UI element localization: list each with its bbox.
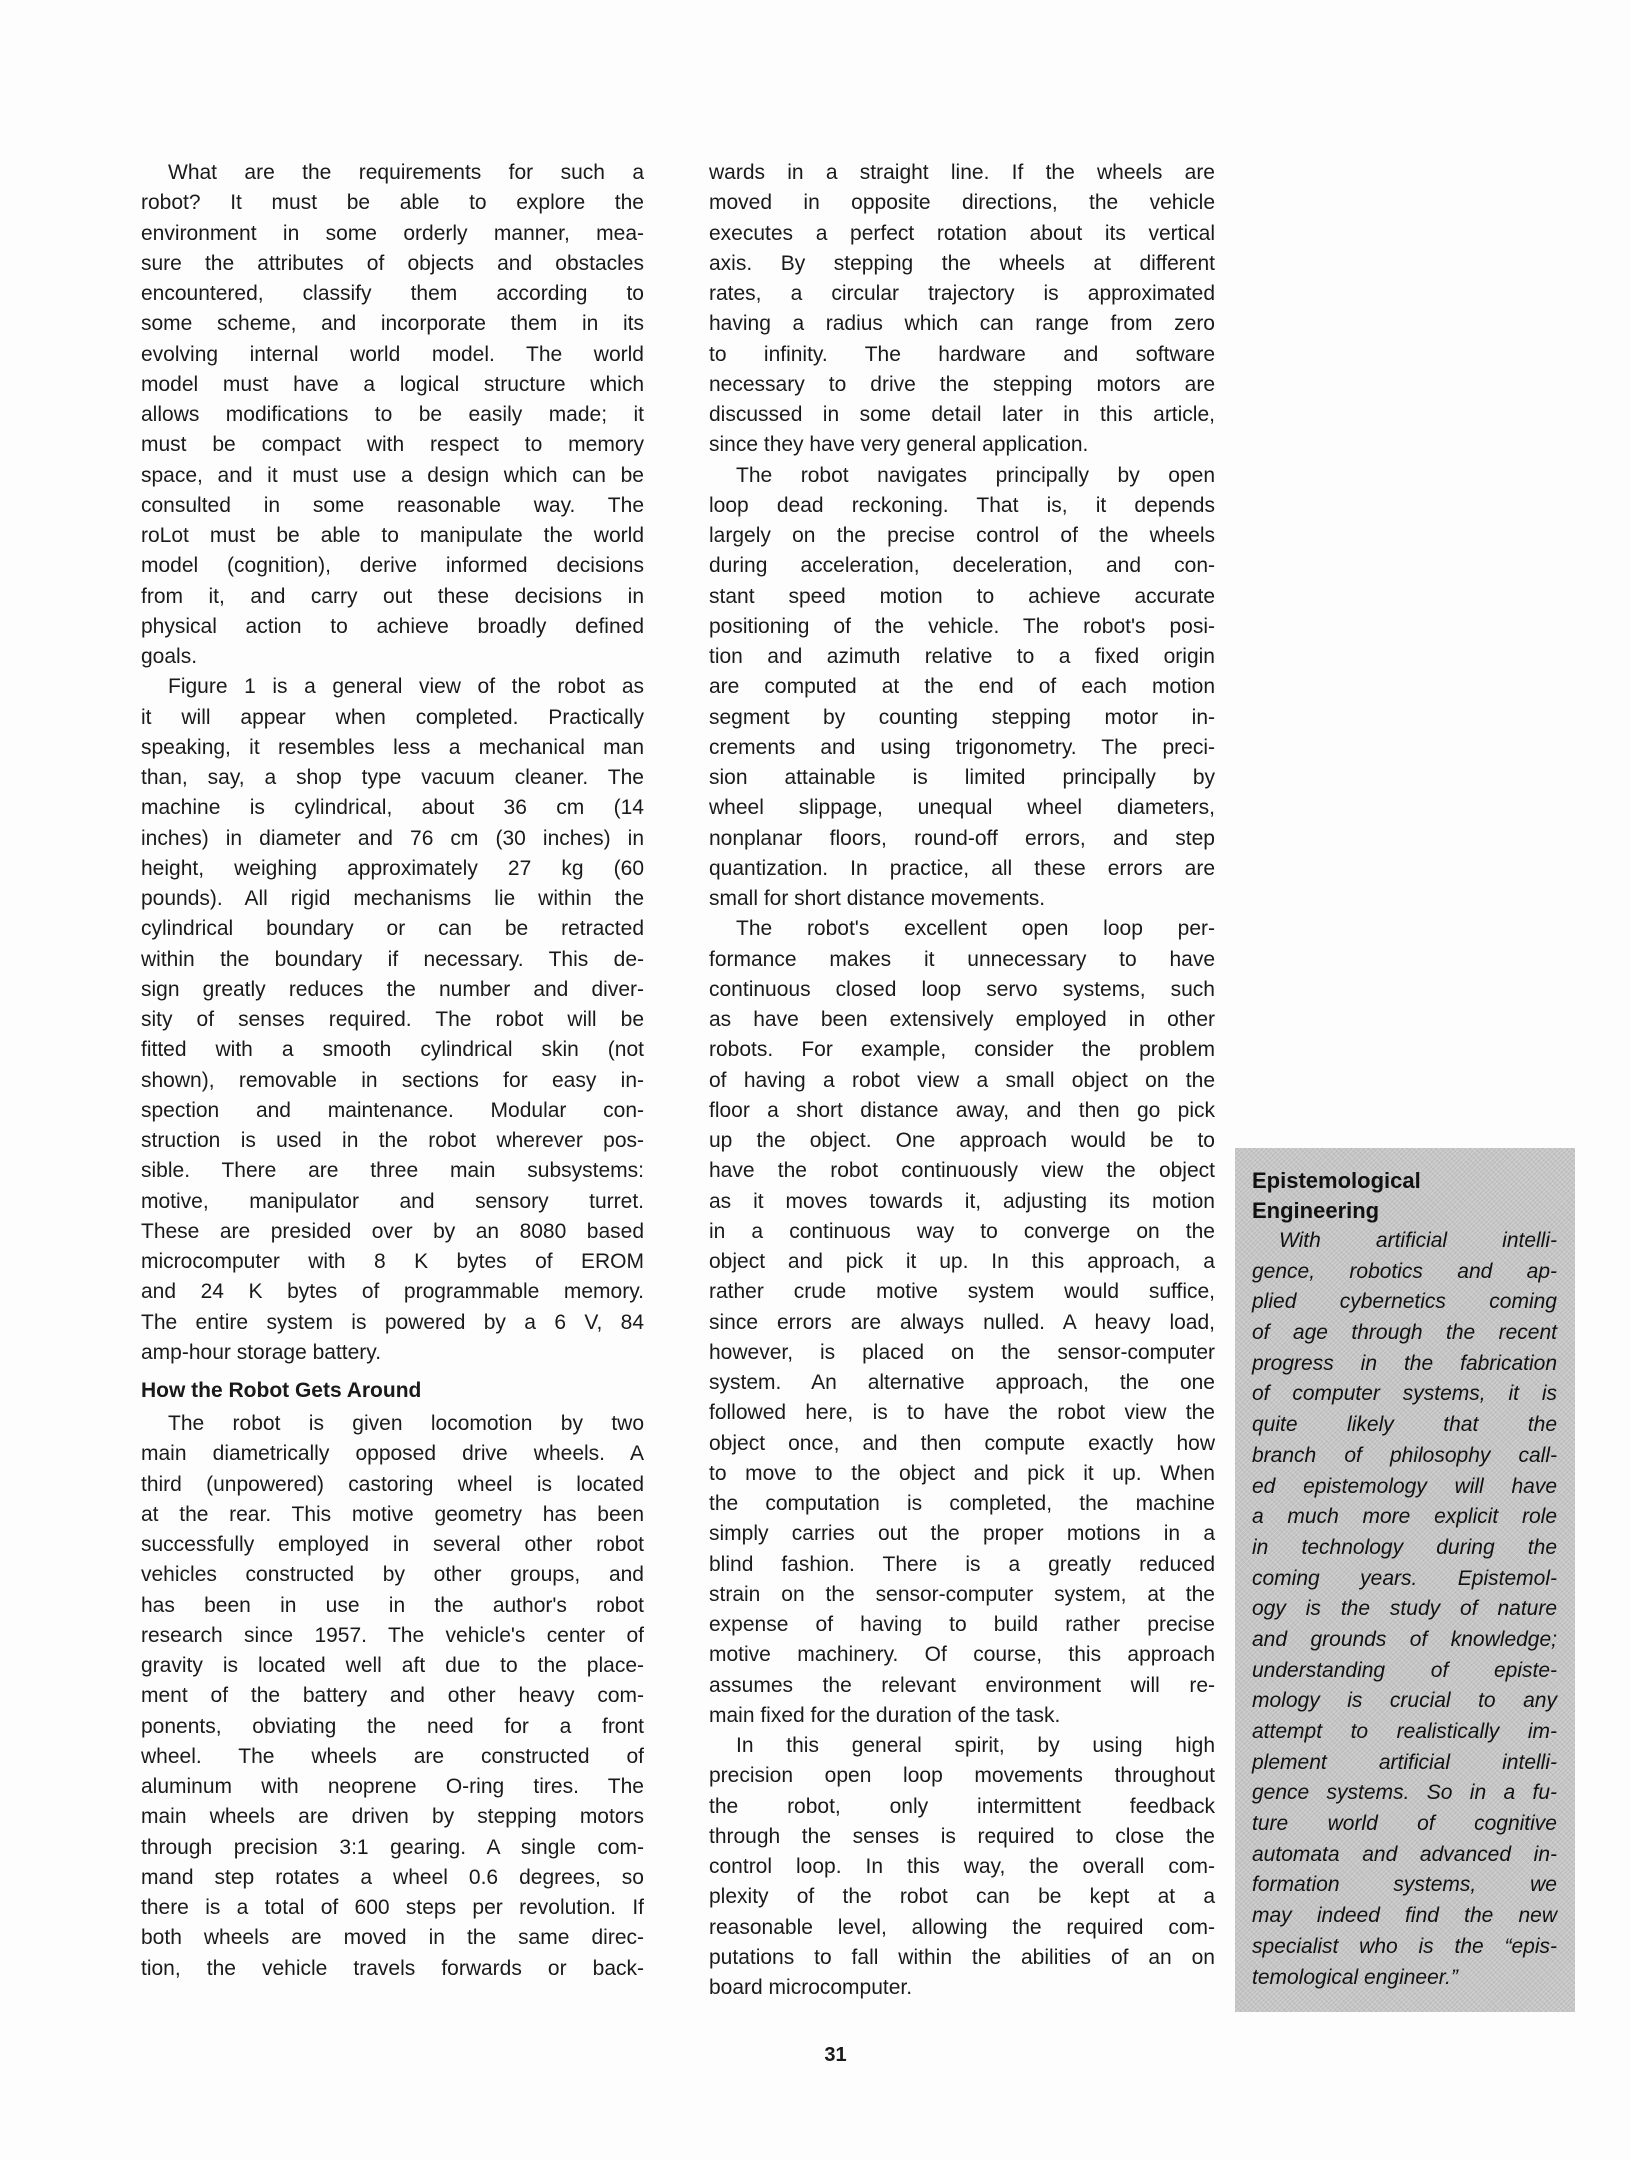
- text-line: object once, and then compute exactly how: [709, 1431, 1215, 1455]
- text-line: has been in use in the author's robot: [141, 1593, 644, 1617]
- text-line: model (cognition), derive informed decisions: [141, 554, 644, 578]
- text-line: struction is used in the robot wherever pos-: [141, 1129, 644, 1152]
- text-line: from it, and carry out these decisions in: [141, 584, 644, 608]
- text-line: blind fashion. There is a greatly reduced: [709, 1552, 1215, 1576]
- text-line: floor a short distance away, and then go pick: [709, 1098, 1215, 1122]
- text-line: environment in some orderly manner, mea-: [141, 221, 644, 245]
- sidebar-text-line: ed epistemology will have: [1252, 1474, 1557, 1498]
- text-line: formance makes it unnecessary to have: [709, 947, 1215, 971]
- text-line: model must have a logical structure which: [141, 372, 644, 396]
- text-line: up the object. One approach would be to: [709, 1129, 1215, 1152]
- text-line: motive, manipulator and sensory turret.: [141, 1189, 644, 1213]
- text-line: reasonable level, allowing the required com-: [709, 1915, 1215, 1939]
- text-line: microcomputer with 8 K bytes of EROM: [141, 1250, 644, 1273]
- paragraph: [709, 914, 1215, 1731]
- text-line: ponents, obviating the need for a front: [141, 1714, 644, 1738]
- text-line: gravity is located well aft due to the place-: [141, 1654, 644, 1677]
- text-line: have the robot continuously view the object: [709, 1159, 1215, 1183]
- text-line: must be compact with respect to memory: [141, 433, 644, 457]
- text-line: pounds). All rigid mechanisms lie within the: [141, 887, 644, 910]
- text-line: evolving internal world model. The world: [141, 342, 644, 366]
- sidebar-text-line: ture world of cognitive: [1252, 1812, 1557, 1836]
- text-line: machine is cylindrical, about 36 cm (14: [141, 796, 644, 820]
- text-line: plexity of the robot can be kept at a: [709, 1885, 1215, 1909]
- paragraph: [709, 158, 1215, 461]
- text-line: both wheels are moved in the same direc-: [141, 1926, 644, 1950]
- sidebar-text-line: understanding of episte-: [1252, 1658, 1557, 1682]
- sidebar-text-line: With artificial intelli-: [1279, 1229, 1557, 1252]
- text-line: since errors are always nulled. A heavy load,: [709, 1310, 1215, 1334]
- text-line: allows modifications to be easily made; it: [141, 403, 644, 426]
- text-line: inches) in diameter and 76 cm (30 inches) in: [141, 826, 644, 850]
- text-line: sion attainable is limited principally by: [709, 766, 1215, 789]
- text-line: segment by counting stepping motor in-: [709, 705, 1215, 729]
- text-line: board microcomputer.: [709, 1976, 913, 1999]
- sidebar-text-line: progress in the fabrication: [1252, 1351, 1557, 1375]
- sidebar-text-line: plied cybernetics coming: [1252, 1290, 1557, 1314]
- text-line: mand step rotates a wheel 0.6 degrees, so: [141, 1865, 644, 1889]
- text-line: some scheme, and incorporate them in its: [141, 312, 644, 336]
- text-line: continuous closed loop servo systems, such: [709, 977, 1215, 1001]
- text-line: largely on the precise control of the wheels: [709, 524, 1215, 547]
- sidebar-text-line: gence systems. So in a fu-: [1252, 1781, 1557, 1805]
- text-line: consulted in some reasonable way. The: [141, 493, 644, 517]
- text-line: of having a robot view a small object on the: [709, 1068, 1215, 1092]
- sidebar-text-line: of age through the recent: [1252, 1321, 1557, 1345]
- paragraph: [709, 461, 1215, 915]
- text-line: discussed in some detail later in this article,: [709, 403, 1215, 426]
- text-line: through precision 3:1 gearing. A single com-: [141, 1835, 644, 1859]
- text-line: fitted with a smooth cylindrical skin (not: [141, 1038, 644, 1062]
- right-column: [709, 158, 1215, 2003]
- text-line: physical action to achieve broadly defined: [141, 614, 644, 638]
- text-line: having a radius which can range from zero: [709, 312, 1215, 336]
- text-line: there is a total of 600 steps per revolution. If: [141, 1896, 644, 1919]
- sidebar-text-line: in technology during the: [1252, 1535, 1557, 1559]
- sidebar-text-line: gence, robotics and ap-: [1252, 1259, 1557, 1283]
- text-line: stant speed motion to achieve accurate: [709, 584, 1215, 608]
- text-line: third (unpowered) castoring wheel is located: [141, 1472, 644, 1496]
- text-line: goals.: [141, 645, 198, 668]
- text-line: it will appear when completed. Practically: [141, 705, 644, 729]
- text-line: followed here, is to have the robot view the: [709, 1401, 1215, 1425]
- text-line: since they have very general application.: [709, 433, 1089, 457]
- sidebar-text-line: ogy is the study of nature: [1252, 1597, 1557, 1621]
- paragraph: [141, 158, 644, 672]
- text-line: motive machinery. Of course, this approach: [709, 1643, 1215, 1667]
- text-line: the computation is completed, the machine: [709, 1492, 1215, 1515]
- sidebar-text-line: coming years. Epistemol-: [1252, 1566, 1557, 1590]
- text-line: These are presided over by an 8080 based: [141, 1219, 644, 1243]
- text-line: than, say, a shop type vacuum cleaner. The: [141, 766, 644, 789]
- text-line: tion, the vehicle travels forwards or back-: [141, 1956, 644, 1980]
- text-line: The robot's excellent open loop per-: [736, 917, 1215, 941]
- sidebar-box-epistemological-engineering: [1235, 1148, 1575, 2012]
- text-line: small for short distance movements.: [709, 887, 1046, 910]
- sidebar-text-line: plement artificial intelli-: [1252, 1750, 1557, 1774]
- sidebar-text-line: of computer systems, it is: [1252, 1382, 1557, 1406]
- sidebar-title-line: Engineering: [1252, 1198, 1380, 1223]
- text-line: roLot must be able to manipulate the world: [141, 524, 644, 547]
- sidebar-text-line: quite likely that the: [1252, 1413, 1557, 1437]
- text-line: as it moves towards it, adjusting its motion: [709, 1189, 1215, 1213]
- text-line: aluminum with neoprene O-ring tires. The: [141, 1775, 644, 1798]
- text-line: necessary to drive the stepping motors are: [709, 372, 1215, 396]
- text-line: nonplanar floors, round-off errors, and step: [709, 826, 1215, 850]
- text-line: the robot, only intermittent feedback: [709, 1794, 1215, 1818]
- left-column: [141, 158, 644, 1984]
- text-line: as have been extensively employed in other: [709, 1008, 1215, 1031]
- text-line: research since 1957. The vehicle's center of: [141, 1623, 644, 1647]
- text-line: sign greatly reduces the number and diver-: [141, 977, 644, 1001]
- text-line: amp-hour storage battery.: [141, 1340, 382, 1364]
- text-line: speaking, it resembles less a mechanical man: [141, 735, 644, 759]
- sidebar-text-line: a much more explicit role: [1252, 1505, 1557, 1529]
- text-line: sity of senses required. The robot will be: [141, 1008, 644, 1031]
- text-line: rates, a circular trajectory is approximated: [709, 282, 1215, 305]
- text-line: at the rear. This motive geometry has been: [141, 1502, 644, 1526]
- page-number: 31: [824, 2044, 847, 2066]
- sidebar-text-line: automata and advanced in-: [1252, 1842, 1557, 1866]
- text-line: In this general spirit, by using high: [736, 1734, 1215, 1757]
- text-line: executes a perfect rotation about its vertical: [709, 221, 1215, 245]
- text-line: rather crude motive system would suffice,: [709, 1280, 1215, 1304]
- text-line: to move to the object and pick it up. When: [709, 1461, 1215, 1485]
- text-line: system. An alternative approach, the one: [709, 1371, 1215, 1394]
- text-line: through the senses is required to close the: [709, 1824, 1215, 1848]
- section-heading: How the Robot Gets Around: [141, 1379, 422, 1402]
- text-line: height, weighing approximately 27 kg (60: [141, 856, 644, 880]
- text-line: and 24 K bytes of programmable memory.: [141, 1280, 644, 1304]
- text-line: crements and using trigonometry. The preci-: [709, 735, 1215, 759]
- text-line: ment of the battery and other heavy com-: [141, 1684, 644, 1708]
- text-line: main wheels are driven by stepping motors: [141, 1805, 644, 1829]
- text-line: axis. By stepping the wheels at different: [709, 251, 1215, 275]
- text-line: putations to fall within the abilities of an on: [709, 1945, 1215, 1969]
- sidebar-text-line: branch of philosophy call-: [1252, 1443, 1557, 1467]
- sidebar-text-line: may indeed find the new: [1252, 1904, 1557, 1928]
- text-line: wards in a straight line. If the wheels are: [709, 161, 1215, 184]
- paragraph: [709, 1731, 1215, 2003]
- text-line: What are the requirements for such a: [168, 161, 644, 184]
- text-line: in a continuous way to converge on the: [709, 1219, 1215, 1243]
- text-line: assumes the relevant environment will re-: [709, 1673, 1215, 1697]
- text-line: loop dead reckoning. That is, it depends: [709, 493, 1215, 517]
- text-line: sible. There are three main subsystems:: [141, 1159, 644, 1183]
- text-line: Figure 1 is a general view of the robot as: [168, 675, 644, 699]
- sidebar-text-line: specialist who is the “epis-: [1252, 1934, 1557, 1958]
- text-line: successfully employed in several other robot: [141, 1533, 644, 1556]
- text-line: strain on the sensor-computer system, at the: [709, 1582, 1215, 1606]
- text-line: main fixed for the duration of the task.: [709, 1703, 1061, 1727]
- text-line: to infinity. The hardware and software: [709, 342, 1215, 366]
- sidebar-text-line: formation systems, we: [1252, 1873, 1557, 1897]
- text-line: wheel. The wheels are constructed of: [141, 1744, 644, 1768]
- sidebar-text-line: and grounds of knowledge;: [1252, 1627, 1557, 1651]
- text-line: are computed at the end of each motion: [709, 675, 1215, 699]
- paragraph: [141, 672, 644, 1368]
- text-line: vehicles constructed by other groups, and: [141, 1563, 644, 1587]
- text-line: wheel slippage, unequal wheel diameters,: [709, 796, 1215, 820]
- text-line: shown), removable in sections for easy in-: [141, 1068, 644, 1092]
- text-line: control loop. In this way, the overall com-: [709, 1855, 1215, 1878]
- text-line: quantization. In practice, all these errors are: [709, 856, 1215, 880]
- sidebar-text-line: attempt to realistically im-: [1252, 1720, 1557, 1743]
- text-line: during acceleration, deceleration, and con-: [709, 554, 1215, 578]
- paragraph: [141, 1409, 644, 1984]
- text-line: sure the attributes of objects and obstacles: [141, 251, 644, 275]
- text-line: main diametrically opposed drive wheels. A: [141, 1442, 644, 1466]
- sidebar-title-line: Epistemological: [1252, 1168, 1421, 1193]
- text-line: simply carries out the proper motions in a: [709, 1522, 1215, 1546]
- text-line: precision open loop movements throughout: [709, 1764, 1215, 1788]
- sidebar-text-line: mology is crucial to any: [1252, 1689, 1557, 1713]
- text-line: The entire system is powered by a 6 V, 84: [141, 1310, 644, 1334]
- text-line: positioning of the vehicle. The robot's posi-: [709, 614, 1215, 638]
- text-line: moved in opposite directions, the vehicle: [709, 191, 1215, 215]
- text-line: The robot navigates principally by open: [736, 463, 1215, 487]
- text-line: robots. For example, consider the problem: [709, 1038, 1215, 1062]
- text-line: The robot is given locomotion by two: [168, 1412, 644, 1435]
- sidebar-content: [1252, 1166, 1557, 1993]
- sidebar-body: [1252, 1226, 1557, 1993]
- text-line: spection and maintenance. Modular con-: [141, 1098, 644, 1122]
- text-line: space, and it must use a design which can be: [141, 463, 644, 487]
- text-line: cylindrical boundary or can be retracted: [141, 917, 644, 941]
- text-line: encountered, classify them according to: [141, 282, 644, 305]
- text-line: tion and azimuth relative to a fixed origin: [709, 645, 1215, 668]
- text-line: object and pick it up. In this approach, a: [709, 1250, 1215, 1273]
- text-line: however, is placed on the sensor-computer: [709, 1340, 1215, 1364]
- text-line: expense of having to build rather precise: [709, 1613, 1215, 1636]
- text-line: within the boundary if necessary. This de-: [141, 947, 644, 971]
- sidebar-text-line: temological engineer.”: [1252, 1965, 1458, 1989]
- text-line: robot? It must be able to explore the: [141, 191, 644, 215]
